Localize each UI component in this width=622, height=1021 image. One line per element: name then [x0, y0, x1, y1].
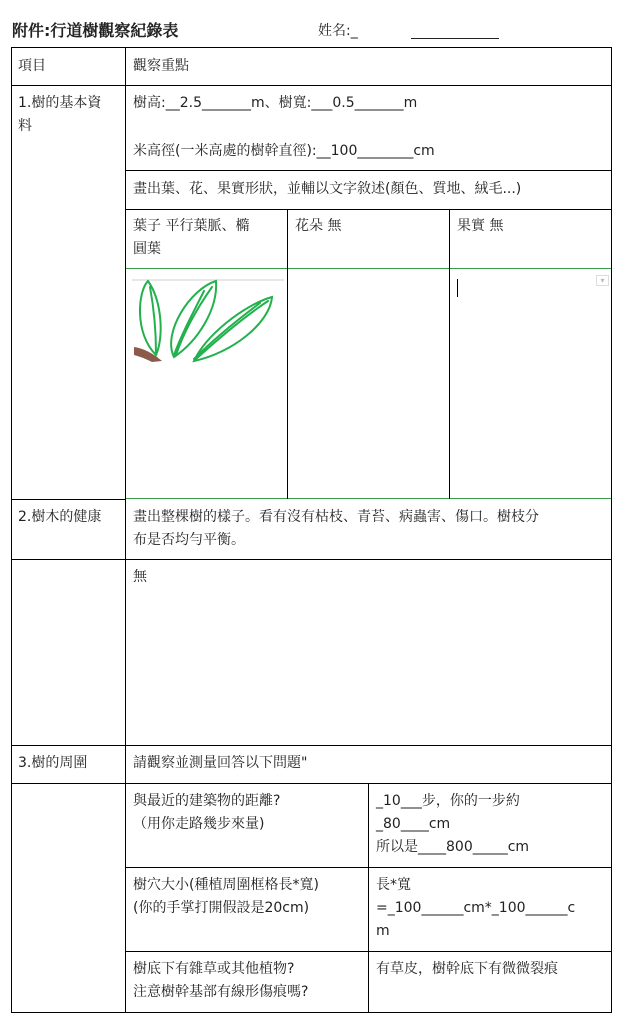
question-pit-size: 樹穴大小(種植周圍框格長*寬): [133, 877, 319, 893]
leaf-description-cont[interactable]: 圓葉: [133, 241, 161, 257]
table-line: [11, 47, 612, 48]
text-cursor: [457, 279, 458, 297]
dropdown-icon[interactable]: ▾: [596, 275, 609, 286]
table-line: [125, 47, 126, 1013]
health-instruction-cont: 布是否均勻平衡。: [133, 532, 245, 548]
section3-label: 3.樹的周圍: [18, 755, 88, 771]
col-header-item: 項目: [18, 58, 46, 74]
table-line: [125, 209, 612, 210]
fruit-description[interactable]: 果實 無: [457, 218, 504, 234]
table-line: [11, 1012, 612, 1013]
table-line: [449, 209, 450, 499]
answer-pit-size-label[interactable]: 長*寬: [376, 877, 411, 893]
selected-row-bottom: [125, 498, 612, 499]
name-underline: [411, 38, 499, 39]
table-line: [11, 559, 612, 560]
answer-distance-total[interactable]: 所以是____800_____cm: [376, 839, 530, 855]
document-title: 附件:行道樹觀察紀錄表: [12, 21, 179, 40]
section1-label: 1.樹的基本資: [18, 95, 102, 111]
question-plants-note: 注意樹幹基部有線形傷痕嗎?: [133, 984, 309, 1000]
answer-distance-step[interactable]: _80____cm: [376, 816, 451, 832]
table-line: [11, 499, 125, 500]
table-line: [611, 47, 612, 1013]
table-line: [11, 783, 612, 784]
leaf-drawing[interactable]: [132, 277, 284, 363]
health-answer[interactable]: 無: [133, 569, 147, 585]
section3-instruction: 請觀察並測量回答以下問題": [133, 755, 308, 771]
health-instruction: 畫出整棵樹的樣子。看有沒有枯枝、青苔、病蟲害、傷口。樹枝分: [133, 509, 539, 525]
table-line: [11, 85, 612, 86]
selected-row-top: [125, 268, 612, 269]
draw-instruction: 畫出葉、花、果實形狀，並輔以文字敘述(顏色、質地、絨毛...): [133, 181, 522, 197]
answer-distance[interactable]: _10___步，你的一步約: [376, 793, 520, 809]
question-pit-size-note: (你的手掌打開假設是20cm): [133, 900, 310, 916]
flower-description[interactable]: 花朵 無: [295, 218, 342, 234]
table-line: [11, 745, 612, 746]
question-plants: 樹底下有雜草或其他植物?: [133, 961, 295, 977]
answer-plants[interactable]: 有草皮，樹幹底下有微微裂痕: [376, 961, 558, 977]
name-label: 姓名:_: [318, 23, 358, 39]
section2-label: 2.樹木的健康: [18, 509, 102, 525]
section1-label-cont: 料: [18, 118, 32, 134]
question-distance-note: （用你走路幾步來量): [133, 816, 265, 832]
diameter-field[interactable]: 米高徑(一米高處的樹幹直徑):__100________cm: [133, 143, 435, 159]
table-line: [368, 783, 369, 1013]
table-line: [125, 170, 612, 171]
col-header-focus: 觀察重點: [133, 58, 189, 74]
question-distance: 與最近的建築物的距離?: [133, 793, 281, 809]
height-width-field[interactable]: 樹高:__2.5_______m、樹寬:___0.5_______m: [133, 95, 418, 111]
leaf-description[interactable]: 葉子 平行葉脈、橢: [133, 218, 250, 234]
answer-pit-size[interactable]: =_100______cm*_100______c: [376, 900, 576, 916]
leaf-vein: [196, 301, 268, 359]
answer-pit-size-cont[interactable]: m: [376, 923, 390, 939]
table-line: [287, 209, 288, 499]
table-line: [11, 47, 12, 1013]
